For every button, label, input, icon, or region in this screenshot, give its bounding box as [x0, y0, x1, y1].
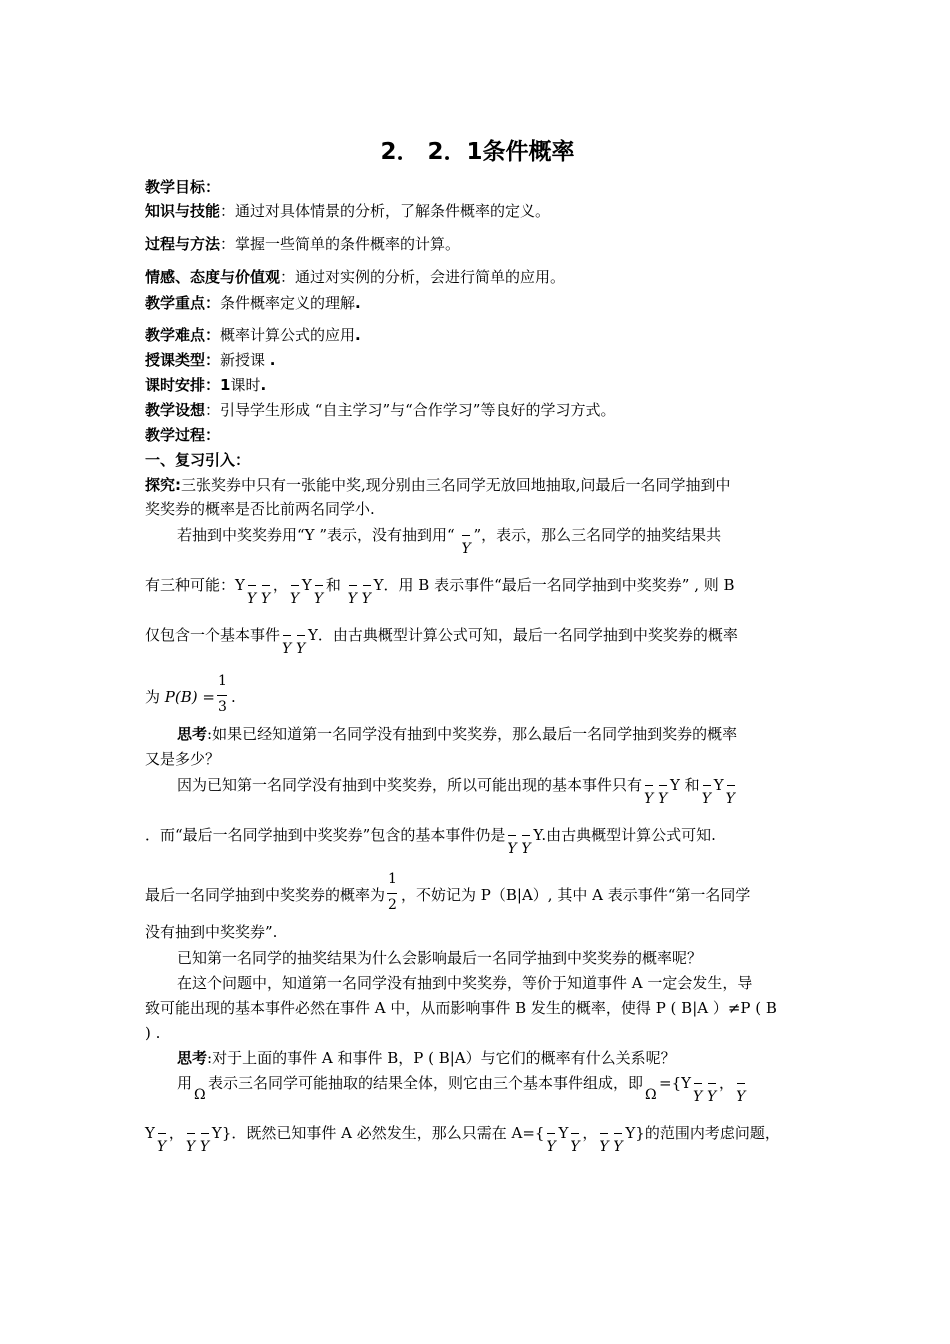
- hours-dot: .: [260, 376, 267, 394]
- type-dot: .: [269, 351, 276, 369]
- para-12-comma2: ，: [582, 1124, 598, 1142]
- para-5-y: Y: [713, 776, 724, 794]
- y-bar-label: Y: [282, 641, 292, 657]
- para-6: [145, 826, 716, 857]
- y-bar-label: Y: [701, 791, 711, 807]
- hard-label: 教学难点：: [145, 326, 221, 344]
- para-4: [145, 673, 236, 715]
- para-5-text-a: 因为已知第一名同学没有抽到中奖奖券，所以可能出现的基本事件只有: [177, 776, 643, 794]
- think-line-1: [177, 725, 737, 743]
- y-bar: [184, 1124, 198, 1155]
- y-bar-label: Y: [296, 641, 306, 657]
- para-8: 没有抽到中奖奖券”.: [145, 923, 278, 941]
- key-text: 条件概率定义的理解: [220, 294, 356, 312]
- para-10c: ) .: [145, 1024, 161, 1042]
- omega-label: Ω: [194, 1087, 206, 1103]
- explore-label: 探究:: [145, 476, 181, 494]
- fraction-bar: [217, 695, 227, 696]
- para-5-text-b: Y 和: [670, 776, 700, 794]
- fraction-numerator: 1: [217, 673, 227, 689]
- y-bar-label: Y: [613, 1139, 623, 1155]
- y-bar-label: Y: [289, 591, 300, 607]
- emotion-label: 情感、态度与价值观: [145, 268, 281, 286]
- review-label: 一、复习引入：: [145, 451, 251, 469]
- skill-line: [145, 202, 550, 220]
- para-10a: 在这个问题中，知道第一名同学没有抽到中奖奖券，等价于知道事件 A 一定会发生，导: [177, 974, 753, 992]
- hard-text: 概率计算公式的应用: [220, 326, 356, 344]
- fraction-denominator: 3: [217, 699, 227, 715]
- omega-symbol: [643, 1074, 659, 1103]
- y-bar-label: Y: [644, 791, 654, 807]
- hours-text: 课时: [230, 376, 261, 394]
- y-bar-label: Y: [199, 1139, 210, 1155]
- y-bar: [346, 576, 360, 607]
- emotion-line: [145, 268, 565, 286]
- y-bar: [734, 1074, 748, 1105]
- y-bar: [705, 1074, 719, 1105]
- goal-line: [145, 178, 220, 196]
- y-bar: [155, 1124, 169, 1155]
- type-label: 授课类型：: [145, 351, 221, 369]
- think-line-2: 又是多少？: [145, 750, 221, 768]
- fraction-one-half: [385, 871, 401, 913]
- key-line: [145, 294, 361, 312]
- para-4-dot: .: [230, 688, 236, 706]
- y-bar-label: Y: [725, 791, 735, 807]
- type-text: 新授课: [220, 351, 270, 369]
- para-12-text-c: Y}．既然已知事件 A 必然发生，那么只需在 A={: [211, 1124, 545, 1142]
- think-text-1: :如果已经知道第一名同学没有抽到中奖奖券，那么最后一名同学抽到奖券的概率: [207, 725, 738, 743]
- para-2-y: Y: [301, 576, 312, 594]
- para-4-text-a: 为: [145, 688, 161, 706]
- idea-label: 教学设想: [145, 401, 206, 419]
- y-bar: [700, 776, 714, 807]
- para-5: [177, 776, 738, 807]
- idea-line: [145, 401, 615, 419]
- y-bar: [259, 576, 273, 607]
- emotion-text: ：通过对实例的分析，会进行简单的应用。: [280, 268, 566, 286]
- skill-label: 知识与技能: [145, 202, 221, 220]
- method-line: [145, 235, 460, 253]
- y-bar-label: Y: [658, 791, 668, 807]
- para-7: [145, 871, 751, 913]
- fraction-numerator: 1: [388, 871, 397, 887]
- para-10b: 致可能出现的基本事件必然在事件 A 中，从而影响事件 B 发生的概率，使得 P ( B|A ）≠P ( B: [145, 999, 777, 1017]
- key-dot: .: [355, 294, 361, 312]
- y-bar: [724, 776, 738, 807]
- para-2-comma: ，: [272, 576, 288, 594]
- para-2-text-a: 有三种可能：Y: [145, 576, 245, 594]
- para-1-text-b: ”，表示，那么三名同学的抽奖结果共: [473, 526, 722, 544]
- hard-line: [145, 326, 361, 344]
- y-bar: [245, 576, 259, 607]
- para-1-text-a: 若抽到中奖奖券用“Y ”表示，没有抽到用“: [177, 526, 460, 544]
- para-3-text-a: 仅包含一个基本事件: [145, 626, 281, 644]
- y-bar: [198, 1124, 212, 1155]
- explore-line-1: [145, 476, 731, 494]
- y-bar-label: Y: [347, 591, 357, 607]
- y-bar-label: Y: [707, 1089, 717, 1105]
- para-6-text-a: ．而“最后一名同学抽到中奖奖券”包含的基本事件仍是: [145, 826, 506, 844]
- y-bar-label: Y: [246, 591, 257, 607]
- para-7-text-a: 最后一名同学抽到中奖奖券的概率为: [145, 886, 386, 904]
- y-bar: [280, 626, 294, 657]
- formula-pb: P(B) =: [164, 688, 215, 706]
- para-11-text-c: ={Y: [659, 1074, 692, 1092]
- page-title: 2． 2．1条件概率: [380, 139, 575, 165]
- y-bar: [312, 576, 326, 607]
- para-12-y: Y: [145, 1124, 155, 1142]
- y-bar-label: Y: [185, 1139, 196, 1155]
- hours-num: 1: [220, 376, 231, 394]
- y-bar-label: Y: [546, 1139, 556, 1155]
- think2-line: [177, 1049, 676, 1067]
- method-text: ：掌握一些简单的条件概率的计算。: [220, 235, 461, 253]
- para-12-comma: ，: [168, 1124, 184, 1142]
- y-bar: [656, 776, 670, 807]
- y-bar-label: Y: [570, 1139, 580, 1155]
- para-3: [145, 626, 738, 657]
- y-bar-label: Y: [361, 591, 371, 607]
- para-3-text-b: Y．由古典概型计算公式可知，最后一名同学抽到中奖奖券的概率: [308, 626, 738, 644]
- think2-label: 思考: [177, 1049, 208, 1067]
- y-bar: [568, 1124, 582, 1155]
- idea-text: ：引导学生形成 “自主学习”与“合作学习”等良好的学习方式。: [205, 401, 616, 419]
- explore-text-1: 三张奖券中只有一张能中奖,现分别由三名同学无放回地抽取,问最后一名同学抽到中: [181, 476, 731, 494]
- y-bar: [505, 826, 519, 857]
- y-bar-label: Y: [599, 1139, 609, 1155]
- para-2: [145, 576, 735, 607]
- para-11-text-a: 用: [177, 1074, 193, 1092]
- para-11-text-b: 表示三名同学可能抽取的结果全体，则它由三个基本事件组成，即: [208, 1074, 644, 1092]
- fraction-one-third: [215, 673, 231, 715]
- para-11-comma: ，: [719, 1074, 735, 1092]
- think2-text: :对于上面的事件 A 和事件 B，P ( B|A）与它们的概率有什么关系呢？: [207, 1049, 676, 1067]
- omega-symbol: [192, 1074, 208, 1103]
- y-bar-label: Y: [507, 841, 517, 857]
- y-bar: [294, 626, 308, 657]
- para-7-text-b: ，不妨记为 P（B|A）, 其中 A 表示事件“第一名同学: [401, 886, 751, 904]
- y-bar-label: Y: [521, 841, 531, 857]
- method-label: 过程与方法: [145, 235, 221, 253]
- y-bar: [642, 776, 656, 807]
- goal-label: 教学目标：: [145, 178, 221, 196]
- para-12-text-f: Y}的范围内考虑问题，: [625, 1124, 780, 1142]
- y-bar: [597, 1124, 611, 1155]
- skill-text: ：通过对具体情景的分析，了解条件概率的定义。: [220, 202, 551, 220]
- para-2-text-e: Y．用 B 表示事件“最后一名同学抽到中奖奖券” , 则 B: [373, 576, 735, 594]
- y-bar: [544, 1124, 558, 1155]
- hard-dot: .: [355, 326, 361, 344]
- y-bar-label: Y: [736, 1089, 746, 1105]
- y-bar-label: Y: [260, 591, 271, 607]
- y-bar: [360, 576, 374, 607]
- y-bar: [519, 826, 533, 857]
- para-2-and: 和: [325, 576, 341, 594]
- review-line: [145, 451, 250, 469]
- fraction-bar: [387, 893, 397, 894]
- process-line: [145, 426, 220, 444]
- fraction-denominator: 2: [388, 897, 397, 913]
- y-bar: [288, 576, 302, 607]
- y-bar: [691, 1074, 705, 1105]
- type-line: [145, 351, 276, 369]
- hours-line: [145, 376, 266, 394]
- y-bar-label: Y: [461, 541, 471, 557]
- para-11: [177, 1074, 748, 1105]
- hours-label: 课时安排：: [145, 376, 221, 394]
- think-label: 思考: [177, 725, 208, 743]
- process-label: 教学过程：: [145, 426, 221, 444]
- y-bar: [459, 526, 473, 557]
- para-6-text-b: Y.由古典概型计算公式可知.: [533, 826, 716, 844]
- explore-line-2: 奖奖券的概率是否比前两名同学小.: [145, 500, 375, 518]
- key-label: 教学重点：: [145, 294, 221, 312]
- y-bar-label: Y: [313, 591, 324, 607]
- para-12-y2: Y: [558, 1124, 569, 1142]
- omega-label: Ω: [645, 1087, 657, 1103]
- y-bar-label: Y: [156, 1139, 167, 1155]
- y-bar-label: Y: [693, 1089, 703, 1105]
- para-9: 已知第一名同学的抽奖结果为什么会影响最后一名同学抽到中奖奖券的概率呢？: [177, 949, 703, 967]
- para-12: [145, 1124, 780, 1155]
- para-1: [177, 526, 722, 557]
- y-bar: [611, 1124, 625, 1155]
